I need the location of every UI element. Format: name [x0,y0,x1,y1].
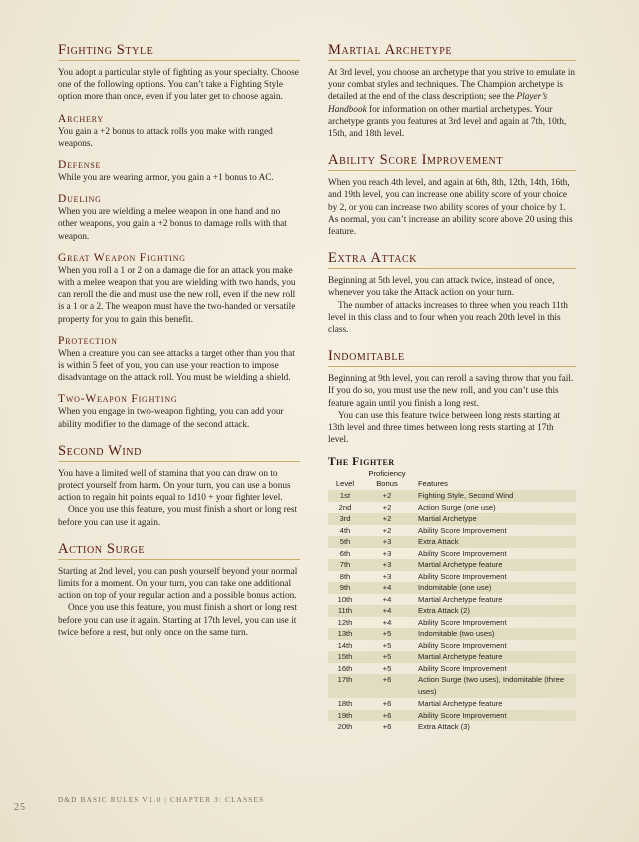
features-cell: Ability Score Improvement [418,525,507,535]
page-number: 25 [14,802,26,813]
action-surge-text-2: Once you use this feature, you must finish a short or long rest before you can use it again. Starting at 17th level, you can use it twice before a rest, but only once on the same turn. [58,603,298,638]
level-cell: 4th [339,525,351,535]
table-row [328,502,576,514]
action-surge-heading: Action Surge [58,541,300,560]
header-features: Features [418,478,448,488]
table-row [328,559,576,571]
table-row [328,605,576,617]
proficiency-cell: +4 [382,617,392,627]
action-surge-text: Starting at 2nd level, you can push yourself beyond your normal limits for a moment. On your turn, you can take one additional action on top of your regular action and a possible bonus action. [58,566,298,602]
protection-text: When a creature you can see attacks a target other than you that is within 5 feet of you, you can use your reaction to impose disadvantage on the attack roll. You must be wielding a shield. [58,348,295,384]
level-cell: 18th [337,699,353,709]
table-row [328,628,576,640]
table-row [328,513,576,525]
extra-attack-text: Beginning at 5th level, you can attack twice, instead of once, whenever you take the Attack action on your turn. [328,276,555,299]
table-row [328,582,576,594]
martial-text-b: for information on other martial archetypes. Your archetype grants you features at 3rd level and again at 7th, 10th, 15th, and 18th level. [328,104,567,140]
defense-text: While you are wearing armor, you gain a +1 bonus to AC. [58,173,274,184]
martial-text-a: At 3rd level, you choose an archetype that you strive to emulate in your combat styles and techniques. The Champion archetype is detailed at the end of the class description; see the [328,68,576,103]
level-cell: 12th [337,617,353,627]
level-cell: 5th [328,536,362,548]
features-cell: Action Surge (one use) [418,502,496,512]
header-level: Level [335,478,355,488]
table-row [328,640,576,652]
level-cell: 6th [339,548,351,558]
features-cell: Ability Score Improvement [418,617,507,627]
ability-score-improvement-text: When you reach 4th level, and again at 6th, 8th, 12th, 14th, 16th, and 19th level, you can increase one ability score of your choice by 2, or you can increase two ability scores of your choice by 1. As normal, you can’t increase an ability score above 20 using this feature. [328,178,573,238]
second-wind-text: You have a limited well of stamina that you can draw on to protect yourself from harm. On your turn, you can use a bonus action to regain hit points equal to 1d10 + your fighter level. [58,468,291,504]
header-proficiency-1: Proficiency [368,469,406,479]
level-cell: 1st [328,490,362,502]
table-row [328,710,576,722]
extra-attack-text-2: The number of attacks increases to three when you reach 11th level in this class and to four when you reach 20th level in this class. [328,300,568,336]
table-row [328,571,576,583]
indomitable-heading: Indomitable [328,348,576,367]
proficiency-cell: +5 [362,628,412,640]
fighter-table-title: The Fighter [328,456,395,469]
fighter-table-header [328,469,576,490]
protection-heading: Protection [58,334,118,347]
footer-text: D&D BASIC RULES V1.0 | CHAPTER 3: CLASSES [58,796,265,804]
level-cell: 13th [328,628,362,640]
features-cell: Extra Attack (2) [412,605,576,617]
proficiency-cell: +3 [382,548,392,558]
features-cell: Ability Score Improvement [418,548,507,558]
table-row [328,663,576,675]
proficiency-cell: +5 [382,663,392,673]
players-handbook-title: Player’s Handbook [328,92,548,115]
features-cell: Martial Archetype feature [412,559,576,571]
level-cell: 7th [328,559,362,571]
table-row [328,548,576,560]
second-wind-text-2: Once you use this feature, you must finish a short or long rest before you can use it again. [58,505,298,528]
table-row [328,698,576,710]
proficiency-cell: +6 [382,699,392,709]
level-cell: 17th [328,674,362,698]
level-cell: 2nd [338,502,352,512]
proficiency-cell: +3 [382,571,392,581]
proficiency-cell: +6 [382,722,392,732]
table-row [328,651,576,663]
table-row [328,674,576,698]
proficiency-cell: +6 [362,674,412,698]
table-row [328,525,576,537]
proficiency-cell: +2 [362,490,412,502]
features-cell: Action Surge (two uses), Indomitable (three uses) [412,674,576,698]
proficiency-cell: +5 [382,640,392,650]
header-proficiency [362,469,412,490]
left-column [58,42,300,639]
level-cell: 15th [328,651,362,663]
fighter-table [328,469,576,733]
features-cell: Extra Attack [412,536,576,548]
features-cell: Ability Score Improvement [418,571,507,581]
right-column [328,42,576,733]
proficiency-cell: +4 [362,605,412,617]
level-cell: 19th [328,710,362,722]
level-cell: 8th [339,571,351,581]
second-wind-heading: Second Wind [58,443,300,462]
table-row [328,617,576,629]
extra-attack-heading: Extra Attack [328,250,576,269]
level-cell: 16th [337,663,353,673]
archery-heading: Archery [58,112,104,125]
fighting-style-text: You adopt a particular style of fighting as your specialty. Choose one of the following options. You can’t take a Fighting Style option more than once, even if you later get to choose again. [58,68,299,103]
features-cell: Fighting Style, Second Wind [412,490,576,502]
two-weapon-fighting-heading: Two-Weapon Fighting [58,393,178,406]
proficiency-cell: +2 [362,513,412,525]
level-cell: 3rd [328,513,362,525]
table-row [328,721,576,733]
proficiency-cell: +3 [362,536,412,548]
proficiency-cell: +3 [362,559,412,571]
level-cell: 11th [328,605,362,617]
martial-archetype-text [328,67,576,140]
proficiency-cell: +2 [382,525,392,535]
indomitable-text: Beginning at 9th level, you can reroll a saving throw that you fail. If you do so, you must use the new roll, and you can’t use this feature again until you finish a long rest. [328,374,574,409]
table-row [328,536,576,548]
ability-score-improvement-heading: Ability Score Improvement [328,152,576,171]
great-weapon-fighting-text: When you roll a 1 or 2 on a damage die for an attack you make with a melee weapon that you are wielding with two hands, you can reroll the die and must use the new roll, even if the new roll is a 1 or a 2. The weapon must have the two-handed or versatile property for you to gain this benefit. [58,265,296,325]
features-cell: Extra Attack (3) [418,722,470,732]
great-weapon-fighting-heading: Great Weapon Fighting [58,251,186,264]
features-cell: Indomitable (two uses) [412,628,576,640]
features-cell: Indomitable (one use) [412,582,576,594]
level-cell: 20th [337,722,353,732]
proficiency-cell: +4 [382,594,392,604]
archery-text: You gain a +2 bonus to attack rolls you make with ranged weapons. [58,126,273,149]
proficiency-cell: +6 [362,710,412,722]
proficiency-cell: +4 [362,582,412,594]
dueling-text: When you are wielding a melee weapon in one hand and no other weapons, you gain a +2 bonus to damage rolls with that weapon. [58,207,287,242]
martial-archetype-heading: Martial Archetype [328,42,576,61]
features-cell: Martial Archetype feature [418,594,503,604]
table-row [328,594,576,606]
features-cell: Martial Archetype feature [418,699,503,709]
level-cell: 14th [337,640,353,650]
table-row [328,490,576,502]
features-cell: Martial Archetype feature [412,651,576,663]
two-weapon-fighting-text: When you engage in two-weapon fighting, you can add your ability modifier to the damage of the second attack. [58,407,284,430]
features-cell: Martial Archetype [412,513,576,525]
header-proficiency-2: Bonus [376,478,398,488]
features-cell: Ability Score Improvement [418,640,507,650]
fighting-style-heading: Fighting Style [58,42,300,61]
indomitable-text-2: You can use this feature twice between long rests starting at 13th level and three times between long rests starting at 17th level. [328,410,561,446]
dueling-heading: Dueling [58,193,102,206]
defense-heading: Defense [58,159,102,172]
proficiency-cell: +2 [382,502,392,512]
features-cell: Ability Score Improvement [412,710,576,722]
features-cell: Ability Score Improvement [418,663,507,673]
level-cell: 10th [337,594,353,604]
level-cell: 9th [328,582,362,594]
proficiency-cell: +5 [362,651,412,663]
